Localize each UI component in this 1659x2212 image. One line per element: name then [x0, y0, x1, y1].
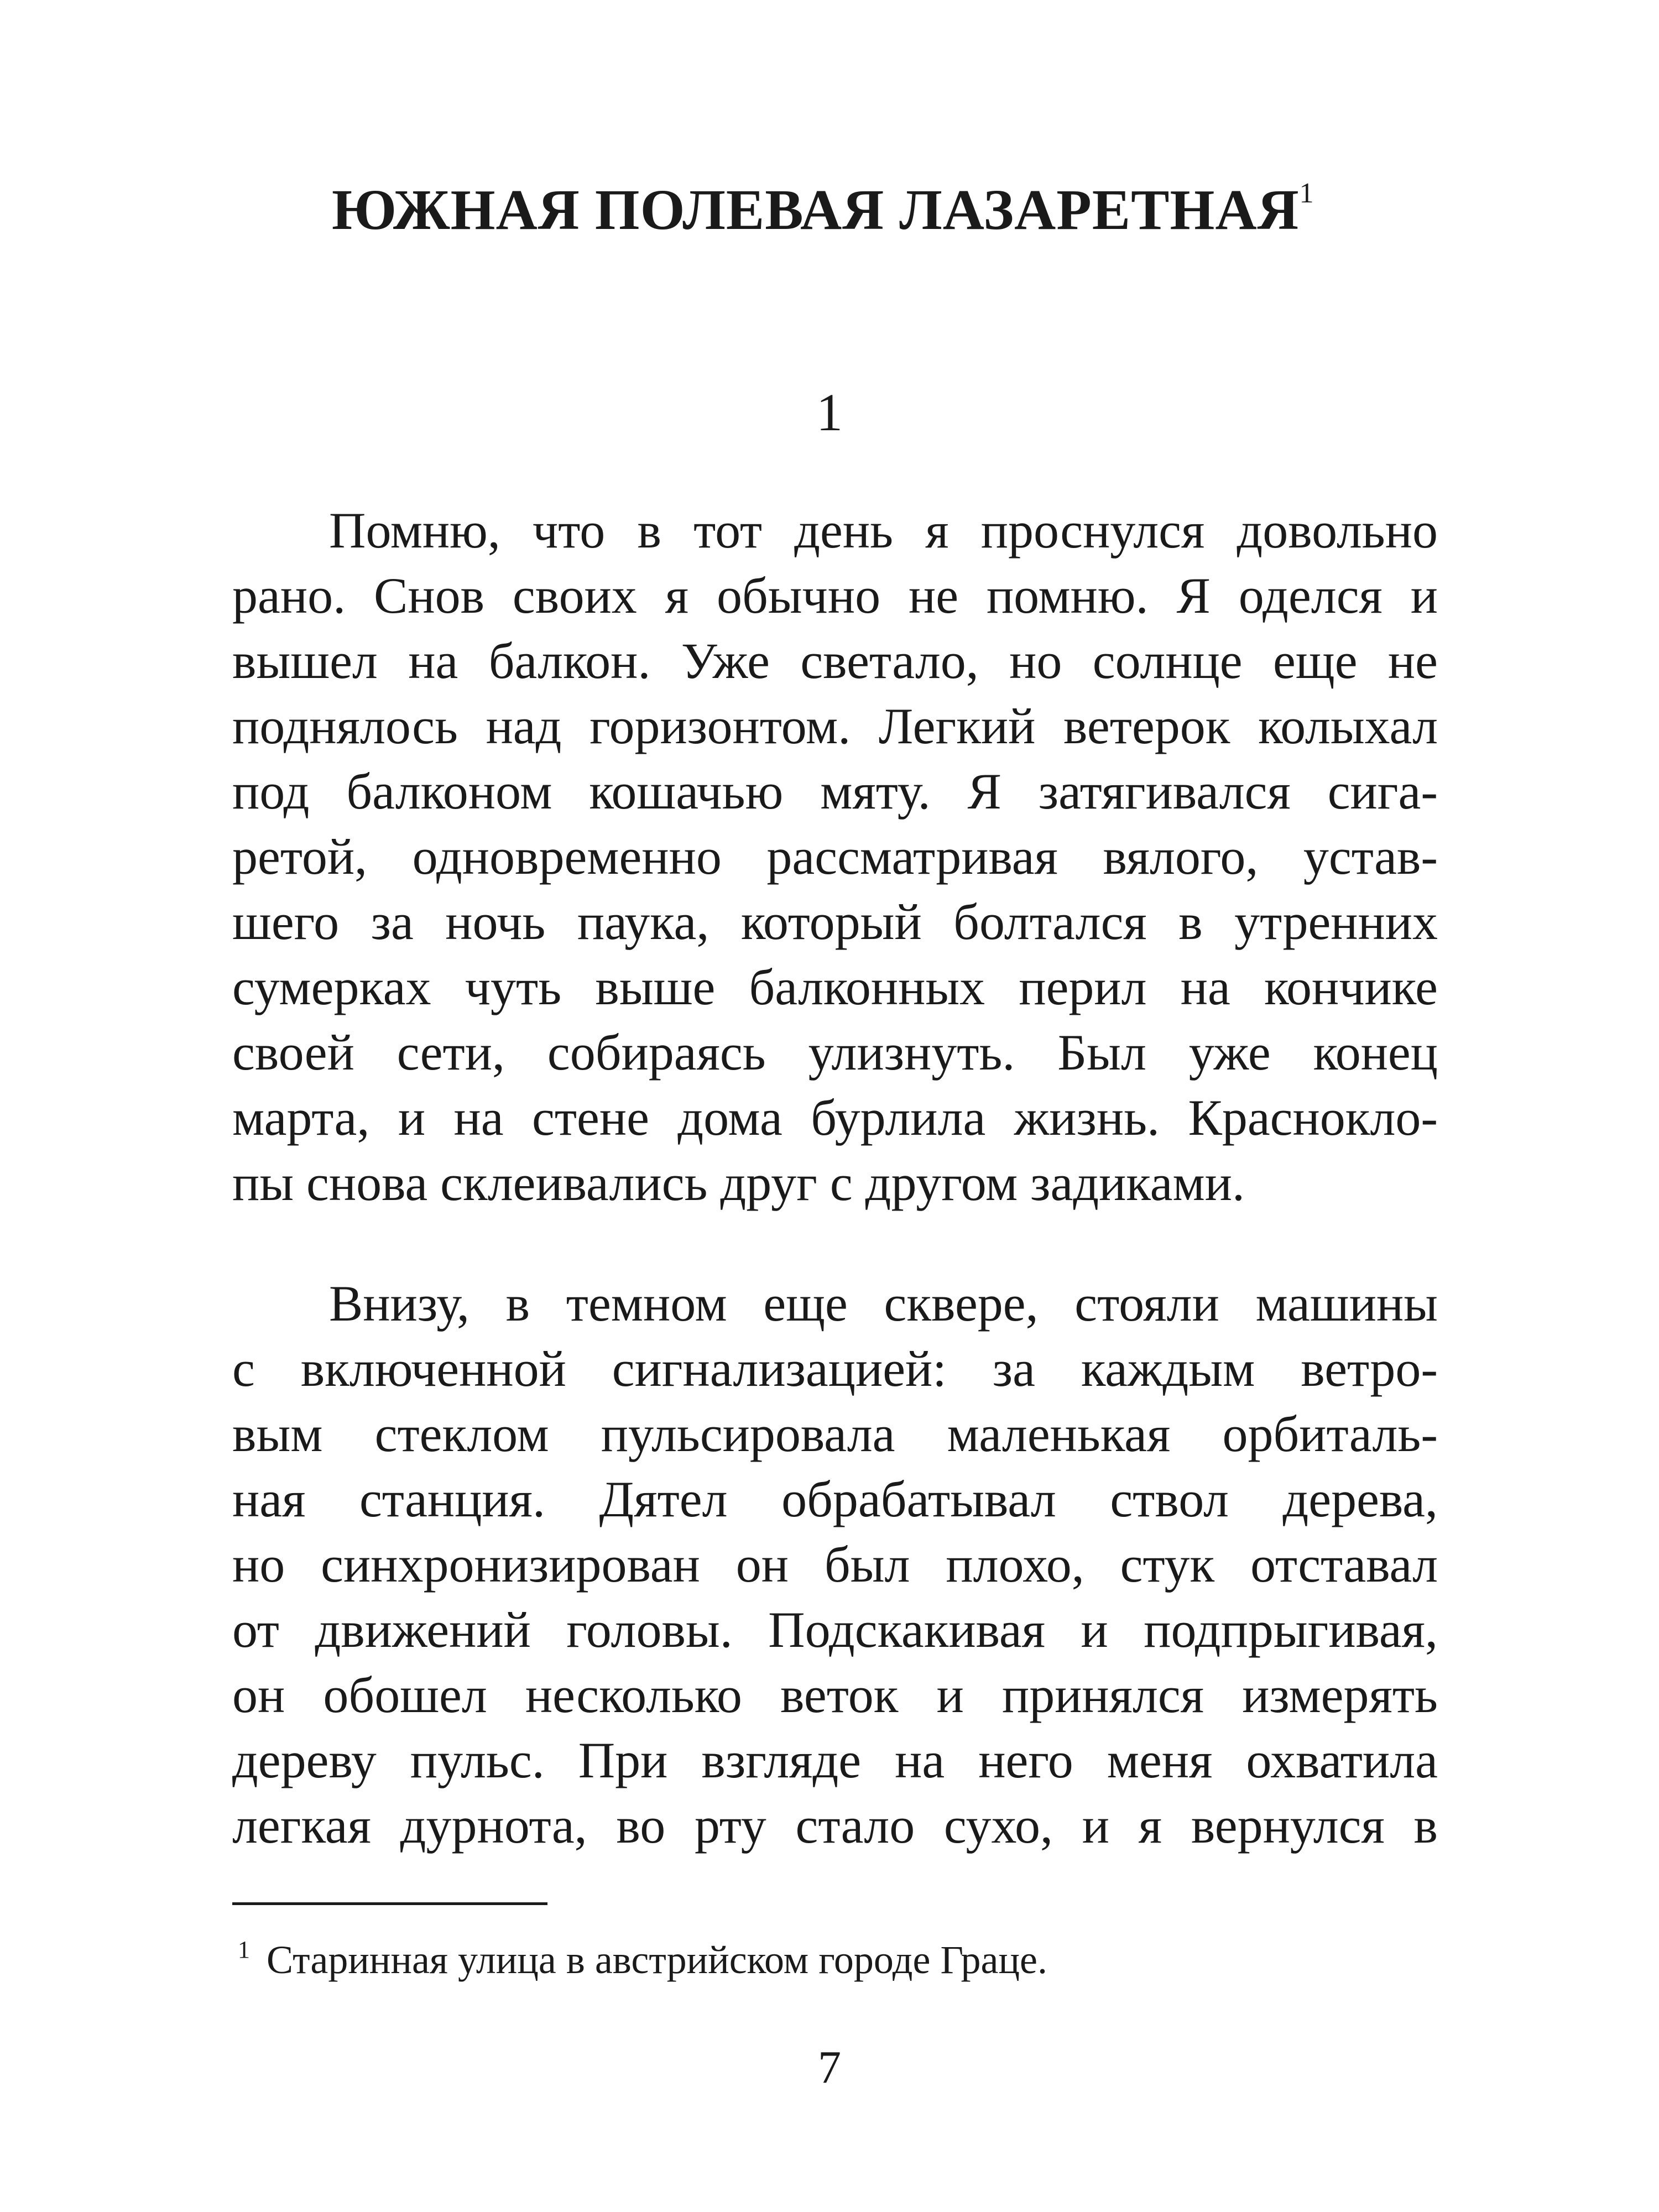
paragraph-1-line: пы снова склеивались друг с другом задиками.: [232, 1155, 1245, 1211]
paragraph-2-line: но синхронизирован он был плохо, стук отставал: [232, 1536, 1438, 1593]
paragraph-2-line: от движений головы. Подскакивая и подпрыгивая,: [232, 1601, 1438, 1658]
paragraph-2-line: дереву пульс. При взгляде на него меня охватила: [232, 1732, 1438, 1788]
paragraph-1-line: марта, и на стене дома бурлила жизнь. Красноклo-: [232, 1089, 1438, 1146]
footnote-text: Старинная улица в австрийском городе Граце.: [267, 1938, 1047, 1982]
paragraph-2-line: ная станция. Дятел обрабатывал ствол дерева,: [232, 1471, 1438, 1527]
paragraph-1-line: Помню, что в тот день я проснулся довольно: [329, 502, 1438, 559]
chapter-title-text: ЮЖНАЯ ПОЛЕВАЯ ЛАЗАРЕТНАЯ: [332, 178, 1300, 242]
paragraph-1-line: под балконом кошачью мяту. Я затягивался сига-: [232, 763, 1438, 820]
paragraph-2-line: с включенной сигнализацией: за каждым ветро-: [232, 1340, 1438, 1397]
section-number: 1: [816, 383, 843, 442]
paragraph-1-line: поднялось над горизонтом. Легкий ветерок колыхал: [232, 698, 1438, 754]
paragraph-2-line: вым стеклом пульсировала маленькая орбиталь-: [232, 1406, 1438, 1462]
paragraph-1-line: рано. Снов своих я обычно не помню. Я оделся и: [232, 567, 1438, 624]
paragraph-1-line: своей сети, собираясь улизнуть. Был уже конец: [232, 1024, 1438, 1081]
footnote: [238, 1936, 1047, 1983]
paragraph-1-line: вышел на балкон. Уже светало, но солнце еще не: [232, 633, 1438, 689]
footnote-divider: [232, 1902, 547, 1905]
footnote-marker: 1: [238, 1936, 250, 1963]
title-footnote-marker: 1: [1299, 178, 1314, 209]
paragraph-2-line: Внизу, в темном еще сквере, стояли машины: [329, 1275, 1438, 1332]
paragraph-2-line: легкая дурнота, во рту стало сухо, и я вернулся в: [232, 1797, 1438, 1854]
paragraph-2-line: он обошел несколько веток и принялся измерять: [232, 1667, 1438, 1723]
paragraph-1-line: ретой, одновременно рассматривая вялого, устав-: [232, 828, 1438, 885]
page-number: 7: [818, 2042, 841, 2093]
paragraph-1-line: сумерках чуть выше балконных перил на кончике: [232, 959, 1438, 1015]
chapter-title: [332, 177, 1383, 243]
paragraph-1-line: шего за ночь паука, который болтался в утренних: [232, 894, 1438, 950]
